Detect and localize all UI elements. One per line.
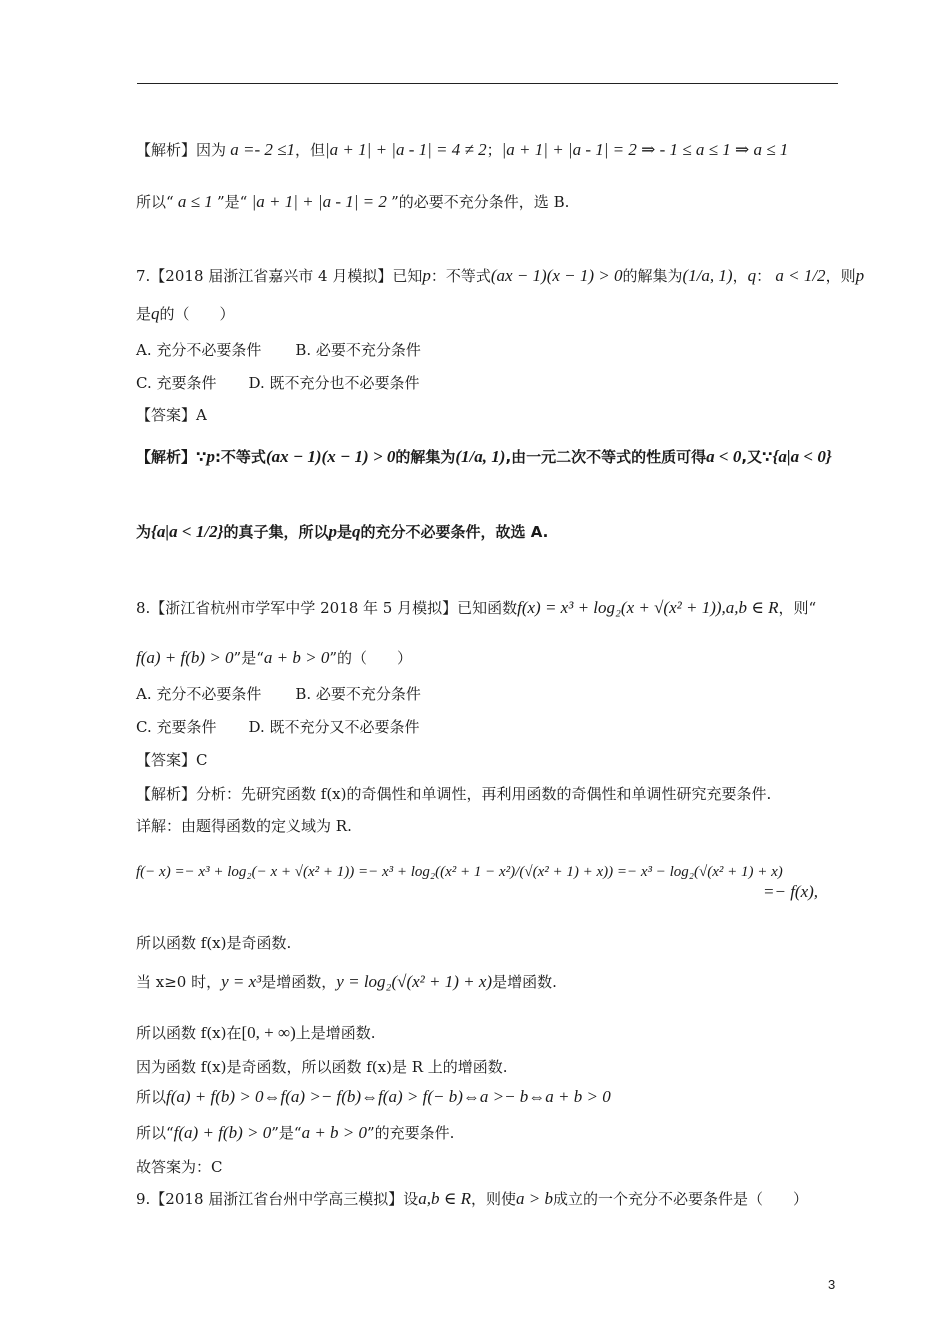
- question-8-answer: 【答案】C: [136, 751, 208, 769]
- header-rule: [137, 83, 838, 84]
- option-b: B. 必要不充分条件: [295, 341, 421, 359]
- conclusion-line-prev: 所以“ a ≤ 1 ”是“ |a + 1| + |a - 1| = 2 ”的必要不充分条件，选 B.: [136, 192, 570, 211]
- question-8-stem: 8.【浙江省杭州市学军中学 2018 年 5 月模拟】已知函数f(x) = x³ + log₂(x + √(x² + 1)),a,b ∈ R，则“: [136, 598, 817, 617]
- equivalence-chain: 所以f(a) + f(b) > 0⇔f(a) >− f(b)⇔f(a) > f(− b)⇔a >− b⇔a + b > 0: [136, 1087, 611, 1106]
- increasing-on-r-line: 因为函数 f(x)是奇函数，所以函数 f(x)是 R 上的增函数.: [136, 1058, 508, 1076]
- question-8-detail: 详解：由题得函数的定义域为 R.: [136, 817, 352, 835]
- question-8-options-cd: [136, 717, 420, 737]
- question-8-stem-cont: f(a) + f(b) > 0”是“a + b > 0”的（ ）: [136, 648, 413, 667]
- question-7-stem: 7.【2018 届浙江省嘉兴市 4 月模拟】已知p：不等式(ax − 1)(x − 1) > 0的解集为(1/a, 1)，q： a < 1/2，则p: [136, 266, 865, 285]
- necessary-sufficient-line: 所以“f(a) + f(b) > 0”是“a + b > 0”的充要条件.: [136, 1123, 455, 1142]
- question-7-stem-cont: 是q的（ ）: [136, 304, 235, 323]
- increasing-interval-line: 所以函数 f(x)在[0, + ∞)上是增函数.: [136, 1023, 376, 1042]
- odd-function-derivation: f(− x) =− x³ + log₂(− x + √(x² + 1)) =− x³ + log₂((x² + 1 − x²)/(√(x² + 1) + x)) =− x³ − log₂(√(x² + 1) + x): [136, 864, 783, 880]
- page-number: 3: [828, 1277, 836, 1292]
- option-a: A. 充分不必要条件: [136, 341, 262, 359]
- question-9-stem: 9.【2018 届浙江省台州中学高三模拟】设a,b ∈ R，则使a > b成立的一个充分不必要条件是（ ）: [136, 1189, 808, 1208]
- option-d: D. 既不充分又不必要条件: [248, 718, 420, 736]
- option-d: D. 既不充分也不必要条件: [248, 374, 420, 392]
- analysis-line-prev: 【解析】因为 a =- 2 ≤1，但|a + 1| + |a - 1| = 4 ≠ 2；|a + 1| + |a - 1| = 2 ⇒ - 1 ≤ a ≤ 1 ⇒ a ≤ 1: [136, 140, 789, 159]
- final-answer-line: 故答案为：C: [136, 1158, 223, 1176]
- increasing-line: 当 x≥0 时，y = x³是增函数，y = log₂(√(x² + 1) + x)是增函数.: [136, 972, 557, 991]
- odd-function-result: =− f(x),: [763, 882, 819, 901]
- option-c: C. 充要条件: [136, 374, 217, 392]
- question-8-analysis: 【解析】分析：先研究函数 f(x)的奇偶性和单调性，再利用函数的奇偶性和单调性研究充要条件.: [136, 785, 772, 803]
- question-7-options-cd: [136, 373, 420, 393]
- question-7-answer: 【答案】A: [136, 406, 207, 424]
- option-a: A. 充分不必要条件: [136, 685, 262, 703]
- question-8-options-ab: [136, 684, 421, 704]
- option-b: B. 必要不充分条件: [295, 685, 421, 703]
- question-7-analysis-cont: 为{a|a < 1/2}的真子集，所以p是q的充分不必要条件，故选 A.: [136, 522, 549, 541]
- odd-function-conclusion: 所以函数 f(x)是奇函数.: [136, 934, 292, 952]
- question-7-options-ab: [136, 340, 421, 360]
- question-7-analysis: 【解析】∵p:不等式(ax − 1)(x − 1) > 0的解集为(1/a, 1),由一元二次不等式的性质可得a < 0,又∵{a|a < 0}: [136, 447, 832, 466]
- option-c: C. 充要条件: [136, 718, 217, 736]
